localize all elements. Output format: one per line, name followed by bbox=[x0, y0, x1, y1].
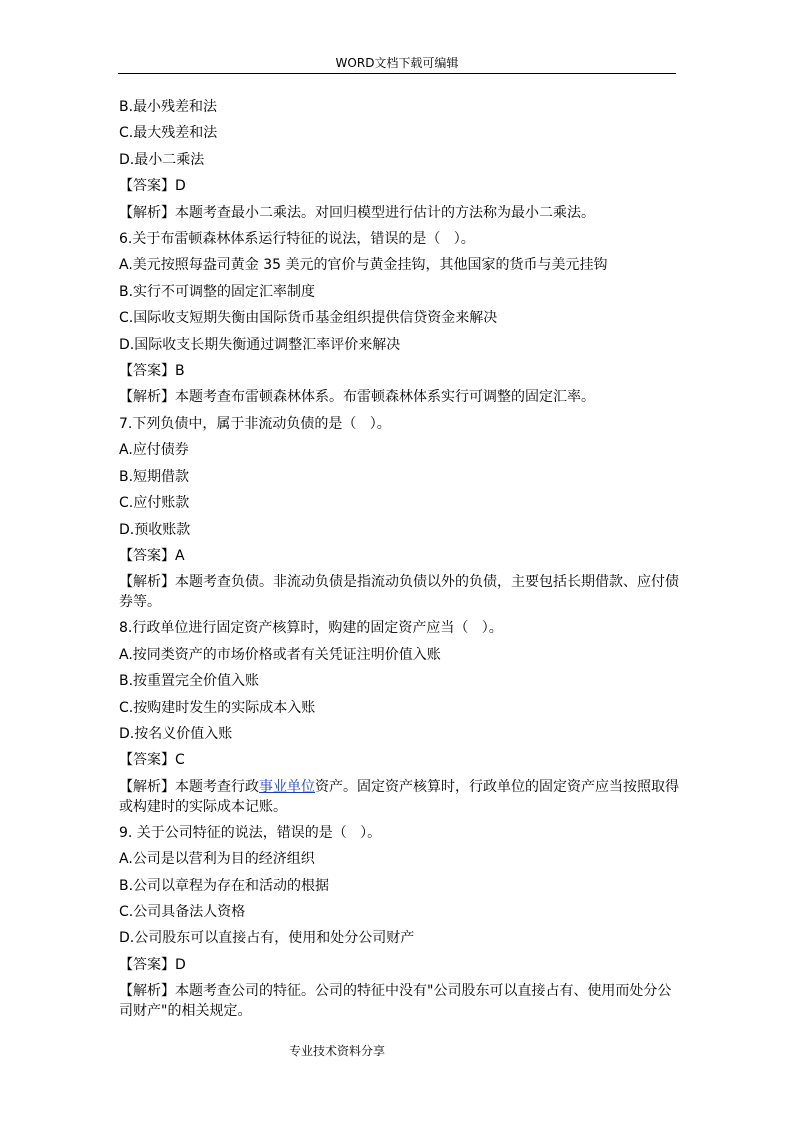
page-footer bbox=[0, 1043, 676, 1059]
text-line: D.最小二乘法 bbox=[119, 151, 205, 168]
text-line: B.公司以章程为存在和活动的根据 bbox=[119, 877, 330, 894]
document-body bbox=[119, 94, 679, 1024]
analysis-text: 【解析】本题考查行政 bbox=[119, 778, 259, 795]
text-line: C.国际收支短期失衡由国际货币基金组织提供信贷资金来解决 bbox=[119, 310, 498, 327]
text-line: 【答案】D bbox=[119, 956, 186, 973]
text-line: 【答案】D bbox=[119, 178, 186, 195]
text-line: A.应付债券 bbox=[119, 442, 189, 459]
institution-link[interactable]: 事业单位 bbox=[259, 778, 315, 795]
text-line: 【答案】B bbox=[119, 363, 185, 380]
question-9: 9. 关于公司特征的说法，错误的是（ ）。 bbox=[119, 824, 382, 841]
text-line: 【答案】A bbox=[119, 547, 185, 564]
text-line: C.公司具备法人资格 bbox=[119, 903, 246, 920]
question-8: 8.行政单位进行固定资产核算时，购建的固定资产应当（ ）。 bbox=[119, 620, 503, 637]
text-line: 【解析】本题考查布雷顿森林体系。布雷顿森林体系实行可调整的固定汇率。 bbox=[119, 389, 595, 406]
page-header: WORD文档下载可编辑 bbox=[335, 56, 459, 70]
analysis-paragraph: 【解析】本题考查负债。非流动负债是指流动负债以外的负债，主要包括长期借款、应付债券等。 bbox=[119, 574, 679, 611]
text-line: D.按名义价值入账 bbox=[119, 725, 233, 742]
text-line: A.美元按照每盎司黄金 35 美元的官价与黄金挂钩，其他国家的货币与美元挂钩 bbox=[119, 257, 608, 274]
analysis-paragraph: 【解析】本题考查公司的特征。公司的特征中没有"公司股东可以直接占有、使用而处分公司财产"的相关规定。 bbox=[119, 983, 672, 1020]
footer-text: 专业技术资料分享 bbox=[288, 1044, 385, 1058]
text-line: B.最小残差和法 bbox=[119, 99, 218, 115]
header-divider bbox=[118, 73, 676, 74]
text-line: C.应付账款 bbox=[119, 495, 190, 512]
text-line: A.按同类资产的市场价格或者有关凭证注明价值入账 bbox=[119, 646, 441, 663]
text-line: C.最大残差和法 bbox=[119, 125, 218, 142]
text-line: 【解析】本题考查最小二乘法。对回归模型进行估计的方法称为最小二乘法。 bbox=[119, 204, 595, 221]
analysis-text: 资产。固定资产核算时，行政单位的固定资产应当按照取得或构建时的实际成本记账。 bbox=[119, 778, 679, 815]
text-line: A.公司是以营利为目的经济组织 bbox=[119, 851, 315, 868]
text-line: D.公司股东可以直接占有，使用和处分公司财产 bbox=[119, 930, 415, 947]
text-line: D.预收账款 bbox=[119, 521, 191, 538]
question-6: 6.关于布雷顿森林体系运行特征的说法，错误的是（ ）。 bbox=[119, 231, 475, 248]
text-line: B.实行不可调整的固定汇率制度 bbox=[119, 283, 316, 300]
text-line: C.按购建时发生的实际成本入账 bbox=[119, 699, 316, 716]
text-line: B.短期借款 bbox=[119, 468, 190, 485]
text-line: B.按重置完全价值入账 bbox=[119, 673, 260, 690]
text-line: D.国际收支长期失衡通过调整汇率评价来解决 bbox=[119, 336, 401, 353]
analysis-paragraph bbox=[119, 774, 679, 820]
text-line: 【答案】C bbox=[119, 752, 185, 769]
question-7: 7.下列负债中，属于非流动负债的是（ ）。 bbox=[119, 415, 391, 432]
